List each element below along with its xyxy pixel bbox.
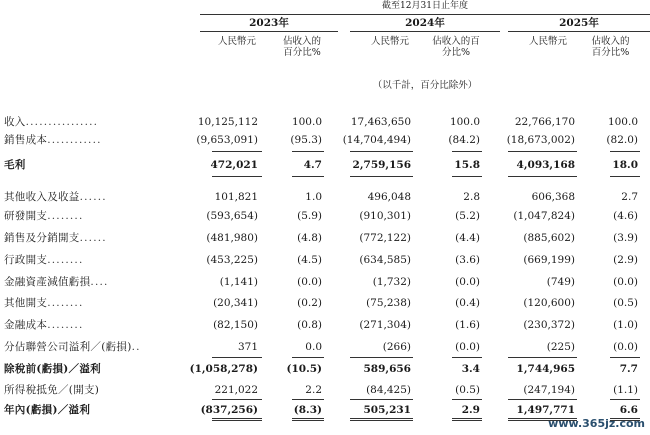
cell-value: (749) <box>546 276 575 288</box>
cell-value: (247,194) <box>523 384 575 396</box>
row-label <box>4 211 84 222</box>
cell-value: (20,341) <box>213 297 258 309</box>
year-header-1: 2023年 <box>249 17 289 29</box>
cell-value: (14,704,494) <box>342 134 411 146</box>
rule-above-gross-profit-3 <box>350 151 413 152</box>
cell-value: (1,732) <box>372 276 411 288</box>
dot-leader: .. <box>131 341 141 353</box>
row-label <box>4 385 99 396</box>
cell-value: (3.6) <box>455 254 480 266</box>
cell-value: (3.9) <box>613 232 638 244</box>
cell-value: 2.7 <box>621 191 638 203</box>
row-label <box>4 233 107 244</box>
cell-value: (0.0) <box>613 276 638 288</box>
rule-above-gross-profit-6 <box>610 151 640 152</box>
pct-col-header-3: 佔收入的百分比% <box>591 36 630 58</box>
cell-value: 17,463,650 <box>350 116 411 128</box>
cell-value: (9,653,091) <box>196 134 258 146</box>
cell-value: 22,766,170 <box>514 116 575 128</box>
watermark-text: www.365jz.com <box>548 417 645 430</box>
dot-leader: ........ <box>47 297 84 309</box>
cell-value: (266) <box>382 341 411 353</box>
cell-value: (5.2) <box>455 210 480 222</box>
cell-value: (453,225) <box>206 254 258 266</box>
year-underline-1 <box>200 31 338 32</box>
cell-value: 7.7 <box>619 363 638 375</box>
row-label <box>4 255 84 266</box>
dot-leader: ........ <box>47 254 84 266</box>
rule-below-net-b-3 <box>350 420 413 421</box>
row-label <box>4 320 84 331</box>
year-header-2: 2024年 <box>405 17 445 29</box>
cell-value: (0.0) <box>613 341 638 353</box>
cell-value: (4.8) <box>297 232 322 244</box>
dot-leader: ...... <box>79 191 107 203</box>
cell-value: (634,585) <box>359 254 411 266</box>
cell-value: (82.0) <box>606 134 638 146</box>
row-label-text: 除稅前(虧損)／溢利 <box>4 363 101 375</box>
rule-above-pbt-2 <box>292 357 324 358</box>
unit-note: （以千計，百分比除外） <box>372 80 478 91</box>
cell-value: (2.9) <box>613 254 638 266</box>
pct-col-header-1: 佔收入的百分比% <box>282 36 321 58</box>
table-caption: 截至12月31日止年度 <box>382 1 468 11</box>
row-label <box>4 342 141 353</box>
cell-value: (4.6) <box>613 210 638 222</box>
cell-value: 100.0 <box>291 116 322 128</box>
row-label <box>4 405 90 416</box>
cell-value: (1,047,824) <box>513 210 575 222</box>
rule-below-net-a-4 <box>452 418 482 419</box>
row-label-text: 銷售成本 <box>4 134 48 146</box>
cell-value: 2.9 <box>461 404 480 416</box>
cell-value: (5.9) <box>297 210 322 222</box>
row-label <box>4 364 101 375</box>
cell-value: (0.8) <box>297 319 322 331</box>
rule-above-pbt-3 <box>350 357 413 358</box>
rule-below-gross-profit-6 <box>610 176 640 177</box>
cell-value: (481,980) <box>206 232 258 244</box>
cell-value: 15.8 <box>454 159 480 171</box>
cell-value: 100.0 <box>607 116 638 128</box>
cell-value: 10,125,112 <box>197 116 258 128</box>
rule-above-net-6 <box>610 399 640 400</box>
cell-value: (230,372) <box>523 319 575 331</box>
row-label-text: 年內(虧損)／溢利 <box>4 404 91 416</box>
cell-value: 589,656 <box>363 363 411 375</box>
rule-above-pbt-1 <box>212 357 262 358</box>
cell-value: 505,231 <box>363 404 411 416</box>
cell-value: (0.0) <box>455 341 480 353</box>
cell-value: (669,199) <box>523 254 575 266</box>
cell-value: 1,744,965 <box>516 363 575 375</box>
cell-value: 606,368 <box>531 191 575 203</box>
row-label <box>4 298 84 309</box>
rule-above-net-1 <box>212 399 262 400</box>
dot-leader: ...... <box>79 232 107 244</box>
rule-below-net-b-1 <box>212 420 262 421</box>
cell-value: (0.0) <box>297 276 322 288</box>
cell-value: (4.5) <box>297 254 322 266</box>
dot-leader: ........ <box>47 319 84 331</box>
cell-value: (10.5) <box>286 363 322 375</box>
rule-below-net-a-2 <box>292 418 324 419</box>
cell-value: (1.6) <box>455 319 480 331</box>
row-label <box>4 277 109 288</box>
dot-leader: ........ <box>47 210 84 222</box>
cell-value: (82,150) <box>213 319 258 331</box>
rule-below-net-a-3 <box>350 418 413 419</box>
row-label-text: 金融資產減值虧損 <box>4 276 91 288</box>
rmb-col-header-1: 人民幣元 <box>217 36 256 47</box>
rule-below-gross-profit-3 <box>350 176 413 177</box>
row-label-text: 其他收入及收益 <box>4 191 80 203</box>
row-label <box>4 192 107 203</box>
row-label-text: 所得稅抵免／(開支) <box>4 384 100 396</box>
cell-value: 221,022 <box>214 384 258 396</box>
cell-value: 472,021 <box>210 159 258 171</box>
cell-value: (4.4) <box>455 232 480 244</box>
cell-value: (0.5) <box>613 297 638 309</box>
pct-col-header-2: 佔收入的百分比% <box>432 36 480 58</box>
cell-value: (0.0) <box>455 276 480 288</box>
cell-value: 496,048 <box>367 191 411 203</box>
cell-value: (225) <box>546 341 575 353</box>
rule-above-net-2 <box>292 399 324 400</box>
cell-value: (8.3) <box>293 404 322 416</box>
row-label-text: 銷售及分銷開支 <box>4 232 80 244</box>
rule-above-gross-profit-2 <box>292 151 324 152</box>
dot-leader: ................ <box>25 116 99 128</box>
row-label-text: 毛利 <box>4 159 26 171</box>
cell-value: 2.2 <box>305 384 322 396</box>
cell-value: (1,058,278) <box>189 363 258 375</box>
cell-value: (0.5) <box>455 384 480 396</box>
cell-value: 101,821 <box>214 191 258 203</box>
row-label-text: 行政開支 <box>4 254 48 266</box>
dot-leader: .... <box>90 276 109 288</box>
cell-value: (593,654) <box>206 210 258 222</box>
cell-value: (1.1) <box>613 384 638 396</box>
rule-above-gross-profit-4 <box>452 151 482 152</box>
cell-value: (75,238) <box>366 297 411 309</box>
row-label-text: 其他開支 <box>4 297 48 309</box>
cell-value: (84.2) <box>448 134 480 146</box>
year-underline-3 <box>508 31 650 32</box>
rmb-col-header-3: 人民幣元 <box>528 36 567 47</box>
rule-above-gross-profit-5 <box>508 151 577 152</box>
cell-value: (885,602) <box>523 232 575 244</box>
row-label-text: 收入 <box>4 116 26 128</box>
rule-below-net-b-2 <box>292 420 324 421</box>
dot-leader: ............ <box>47 134 102 146</box>
cell-value: 2,759,156 <box>352 159 411 171</box>
cell-value: (18,673,002) <box>506 134 575 146</box>
row-label-text: 分佔聯營公司溢利／(虧損) <box>4 341 132 353</box>
row-label <box>4 160 26 171</box>
cell-value: (1.0) <box>613 319 638 331</box>
rmb-col-header-2: 人民幣元 <box>370 36 409 47</box>
cell-value: 4,093,168 <box>516 159 575 171</box>
cell-value: 100.0 <box>449 116 480 128</box>
rule-below-gross-profit-5 <box>508 176 577 177</box>
row-label <box>4 117 98 128</box>
year-header-3: 2025年 <box>559 17 599 29</box>
cell-value: 6.6 <box>619 404 638 416</box>
year-underline-2 <box>350 31 500 32</box>
row-label-text: 研發開支 <box>4 210 48 222</box>
cell-value: 371 <box>237 341 258 353</box>
rule-above-net-4 <box>452 399 482 400</box>
rule-above-net-5 <box>508 399 577 400</box>
row-label-text: 金融成本 <box>4 319 48 331</box>
caption-underline <box>200 14 650 15</box>
cell-value: (95.3) <box>290 134 322 146</box>
cell-value: (0.2) <box>297 297 322 309</box>
cell-value: (120,600) <box>523 297 575 309</box>
rule-above-pbt-5 <box>508 357 577 358</box>
rule-below-net-b-4 <box>452 420 482 421</box>
cell-value: 2.8 <box>463 191 480 203</box>
cell-value: 4.7 <box>303 159 322 171</box>
cell-value: 0.0 <box>305 341 322 353</box>
cell-value: 18.0 <box>612 159 638 171</box>
rule-above-pbt-6 <box>610 357 640 358</box>
rule-above-gross-profit-1 <box>212 151 262 152</box>
cell-value: (772,122) <box>359 232 411 244</box>
row-label <box>4 135 102 146</box>
cell-value: 3.4 <box>461 363 480 375</box>
rule-below-gross-profit-4 <box>452 176 482 177</box>
rule-above-pbt-4 <box>452 357 482 358</box>
rule-above-net-3 <box>350 399 413 400</box>
cell-value: (1,141) <box>219 276 258 288</box>
cell-value: (271,304) <box>359 319 411 331</box>
rule-below-net-a-1 <box>212 418 262 419</box>
cell-value: (910,301) <box>359 210 411 222</box>
cell-value: (0.4) <box>455 297 480 309</box>
cell-value: 1,497,771 <box>516 404 575 416</box>
cell-value: (84,425) <box>366 384 411 396</box>
cell-value: 1.0 <box>305 191 322 203</box>
rule-below-gross-profit-2 <box>292 176 324 177</box>
cell-value: (837,256) <box>200 404 258 416</box>
rule-below-gross-profit-1 <box>212 176 262 177</box>
